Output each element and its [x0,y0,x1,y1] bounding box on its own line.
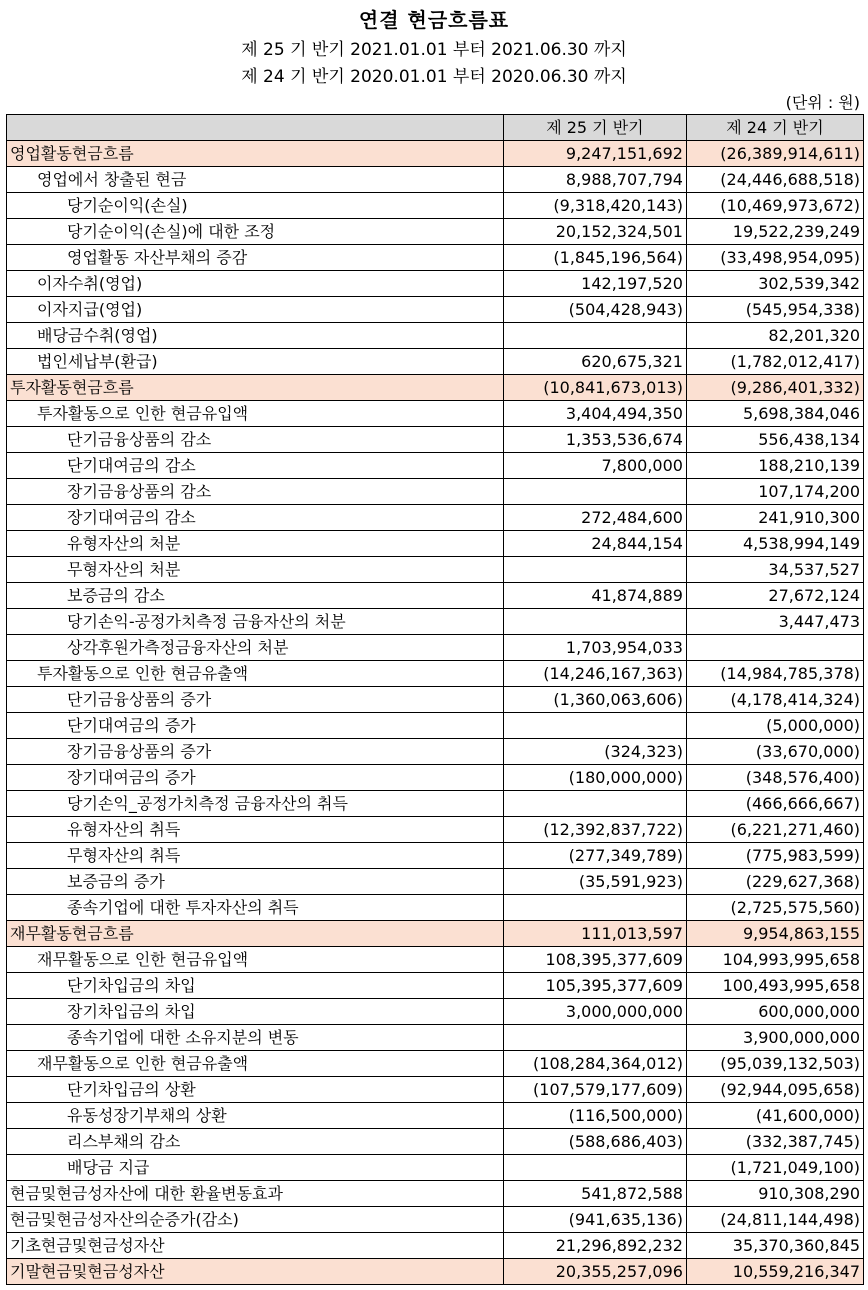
prior-period-value: (10,469,973,672) [686,193,863,219]
prior-period-value: (348,576,400) [686,765,863,791]
row-label: 법인세납부(환급) [7,349,504,375]
prior-period-value: 3,447,473 [686,609,863,635]
row-label: 투자활동으로 인한 현금유출액 [7,661,504,687]
table-row [7,1181,864,1207]
row-label: 현금및현금성자산의순증가(감소) [7,1207,504,1233]
table-row [7,401,864,427]
prior-period-value: (14,984,785,378) [686,661,863,687]
table-row [7,843,864,869]
period-current: 제 25 기 반기 2021.01.01 부터 2021.06.30 까지 [241,40,627,60]
current-period-value: 20,152,324,501 [503,219,686,245]
table-header-row [7,115,864,141]
prior-period-value: (5,000,000) [686,713,863,739]
header-item [7,115,504,141]
prior-period-value: (332,387,745) [686,1129,863,1155]
table-row [7,1025,864,1051]
table-row [7,193,864,219]
row-label: 배당금수취(영업) [7,323,504,349]
table-row [7,869,864,895]
current-period-value: (108,284,364,012) [503,1051,686,1077]
table-row [7,453,864,479]
prior-period-value: (545,954,338) [686,297,863,323]
current-period-value: 24,844,154 [503,531,686,557]
current-period-value: 21,296,892,232 [503,1233,686,1259]
table-row [7,349,864,375]
row-label: 상각후원가측정금융자산의 처분 [7,635,504,661]
prior-period-value: (1,782,012,417) [686,349,863,375]
current-period-value: (12,392,837,722) [503,817,686,843]
prior-period-value: 82,201,320 [686,323,863,349]
table-row [7,947,864,973]
current-period-value [503,791,686,817]
row-label: 영업에서 창출된 현금 [7,167,504,193]
table-row [7,583,864,609]
table-row [7,245,864,271]
current-period-value: 8,988,707,794 [503,167,686,193]
prior-period-value: 3,900,000,000 [686,1025,863,1051]
table-row [7,791,864,817]
table-row [7,1051,864,1077]
current-period-value: (277,349,789) [503,843,686,869]
current-period-value: (324,323) [503,739,686,765]
prior-period-value: (1,721,049,100) [686,1155,863,1181]
row-label: 현금및현금성자산에 대한 환율변동효과 [7,1181,504,1207]
current-period-value: (1,845,196,564) [503,245,686,271]
current-period-value: (180,000,000) [503,765,686,791]
row-label: 투자활동현금흐름 [7,375,504,401]
row-label: 보증금의 증가 [7,869,504,895]
table-row [7,505,864,531]
prior-period-value: 35,370,360,845 [686,1233,863,1259]
prior-period-value: (33,670,000) [686,739,863,765]
current-period-value: (35,591,923) [503,869,686,895]
row-label: 영업활동 자산부채의 증감 [7,245,504,271]
section-row [7,921,864,947]
table-row [7,973,864,999]
row-label: 장기대여금의 감소 [7,505,504,531]
current-period-value: (1,360,063,606) [503,687,686,713]
prior-period-value: (26,389,914,611) [686,141,863,167]
table-row [7,739,864,765]
prior-period-value: 107,174,200 [686,479,863,505]
current-period-value: 20,355,257,096 [503,1259,686,1285]
table-row [7,1103,864,1129]
row-label: 유동성장기부채의 상환 [7,1103,504,1129]
table-row [7,1233,864,1259]
table-row [7,1077,864,1103]
row-label: 장기대여금의 증가 [7,765,504,791]
row-label: 재무활동으로 인한 현금유입액 [7,947,504,973]
current-period-value: (588,686,403) [503,1129,686,1155]
current-period-value: (10,841,673,013) [503,375,686,401]
prior-period-value: 302,539,342 [686,271,863,297]
current-period-value: 620,675,321 [503,349,686,375]
row-label: 투자활동으로 인한 현금유입액 [7,401,504,427]
table-row [7,219,864,245]
row-label: 당기순이익(손실)에 대한 조정 [7,219,504,245]
row-label: 단기차입금의 차입 [7,973,504,999]
current-period-value: 1,703,954,033 [503,635,686,661]
page-title: 연결 현금흐름표 [358,8,510,32]
prior-period-value: (24,446,688,518) [686,167,863,193]
row-label: 무형자산의 취득 [7,843,504,869]
current-period-value [503,895,686,921]
prior-period-value: 910,308,290 [686,1181,863,1207]
current-period-value: 105,395,377,609 [503,973,686,999]
row-label: 유형자산의 취득 [7,817,504,843]
row-label: 종속기업에 대한 소유지분의 변동 [7,1025,504,1051]
row-label: 무형자산의 처분 [7,557,504,583]
table-row [7,999,864,1025]
row-label: 단기금융상품의 증가 [7,687,504,713]
table-row [7,713,864,739]
row-label: 유형자산의 처분 [7,531,504,557]
current-period-value: 41,874,889 [503,583,686,609]
current-period-value: 108,395,377,609 [503,947,686,973]
row-label: 기초현금및현금성자산 [7,1233,504,1259]
prior-period-value: (229,627,368) [686,869,863,895]
row-label: 재무활동으로 인한 현금유출액 [7,1051,504,1077]
prior-period-value: 600,000,000 [686,999,863,1025]
prior-period-value: 104,993,995,658 [686,947,863,973]
row-label: 당기손익-공정가치측정 금융자산의 처분 [7,609,504,635]
row-label: 장기금융상품의 감소 [7,479,504,505]
prior-period-value: 188,210,139 [686,453,863,479]
current-period-value: (107,579,177,609) [503,1077,686,1103]
row-label: 종속기업에 대한 투자자산의 취득 [7,895,504,921]
current-period-value: (941,635,136) [503,1207,686,1233]
row-label: 당기순이익(손실) [7,193,504,219]
prior-period-value: 100,493,995,658 [686,973,863,999]
row-label: 이자수취(영업) [7,271,504,297]
table-row [7,1129,864,1155]
row-label: 보증금의 감소 [7,583,504,609]
current-period-value [503,1025,686,1051]
current-period-value: (9,318,420,143) [503,193,686,219]
prior-period-value: (33,498,954,095) [686,245,863,271]
prior-period-value: 556,438,134 [686,427,863,453]
table-row [7,895,864,921]
current-period-value [503,557,686,583]
row-label: 장기차입금의 차입 [7,999,504,1025]
prior-period-value: 10,559,216,347 [686,1259,863,1285]
table-row [7,609,864,635]
current-period-value: 3,404,494,350 [503,401,686,427]
table-row [7,271,864,297]
prior-period-value: (466,666,667) [686,791,863,817]
section-row [7,141,864,167]
row-label: 당기손익_공정가치측정 금융자산의 취득 [7,791,504,817]
prior-period-value: 27,672,124 [686,583,863,609]
row-label: 장기금융상품의 증가 [7,739,504,765]
current-period-value: 7,800,000 [503,453,686,479]
prior-period-value: 34,537,527 [686,557,863,583]
header-current-period: 제 25 기 반기 [503,115,686,141]
row-label: 단기금융상품의 감소 [7,427,504,453]
current-period-value [503,479,686,505]
row-label: 재무활동현금흐름 [7,921,504,947]
table-row [7,531,864,557]
current-period-value [503,713,686,739]
table-row [7,817,864,843]
prior-period-value: (41,600,000) [686,1103,863,1129]
current-period-value: 111,013,597 [503,921,686,947]
table-row [7,687,864,713]
table-row [7,297,864,323]
table-row [7,661,864,687]
prior-period-value: (775,983,599) [686,843,863,869]
row-label: 단기차입금의 상환 [7,1077,504,1103]
table-row [7,479,864,505]
period-prior: 제 24 기 반기 2020.01.01 부터 2020.06.30 까지 [241,67,627,87]
table-row [7,167,864,193]
row-label: 영업활동현금흐름 [7,141,504,167]
table-row [7,427,864,453]
header-prior-period: 제 24 기 반기 [686,115,863,141]
prior-period-value: 19,522,239,249 [686,219,863,245]
current-period-value: 272,484,600 [503,505,686,531]
table-row [7,635,864,661]
prior-period-value: 9,954,863,155 [686,921,863,947]
prior-period-value: (6,221,271,460) [686,817,863,843]
row-label: 배당금 지급 [7,1155,504,1181]
row-label: 단기대여금의 증가 [7,713,504,739]
cash-flow-table [6,114,864,1285]
row-label: 기말현금및현금성자산 [7,1259,504,1285]
current-period-value: (504,428,943) [503,297,686,323]
current-period-value: 3,000,000,000 [503,999,686,1025]
current-period-value: (14,246,167,363) [503,661,686,687]
row-label: 리스부채의 감소 [7,1129,504,1155]
current-period-value: (116,500,000) [503,1103,686,1129]
table-row [7,1207,864,1233]
current-period-value: 9,247,151,692 [503,141,686,167]
prior-period-value: 4,538,994,149 [686,531,863,557]
table-row [7,765,864,791]
prior-period-value: (92,944,095,658) [686,1077,863,1103]
table-row [7,557,864,583]
prior-period-value: (24,811,144,498) [686,1207,863,1233]
section-row [7,375,864,401]
prior-period-value: 241,910,300 [686,505,863,531]
current-period-value: 142,197,520 [503,271,686,297]
table-row [7,323,864,349]
current-period-value: 541,872,588 [503,1181,686,1207]
prior-period-value: (2,725,575,560) [686,895,863,921]
current-period-value [503,1155,686,1181]
row-label: 단기대여금의 감소 [7,453,504,479]
prior-period-value: 5,698,384,046 [686,401,863,427]
section-row [7,1259,864,1285]
prior-period-value: (95,039,132,503) [686,1051,863,1077]
prior-period-value: (4,178,414,324) [686,687,863,713]
current-period-value [503,323,686,349]
current-period-value [503,609,686,635]
table-row [7,1155,864,1181]
current-period-value: 1,353,536,674 [503,427,686,453]
row-label: 이자지급(영업) [7,297,504,323]
prior-period-value: (9,286,401,332) [686,375,863,401]
unit-label: (단위 : 원) [785,93,860,112]
prior-period-value [686,635,863,661]
